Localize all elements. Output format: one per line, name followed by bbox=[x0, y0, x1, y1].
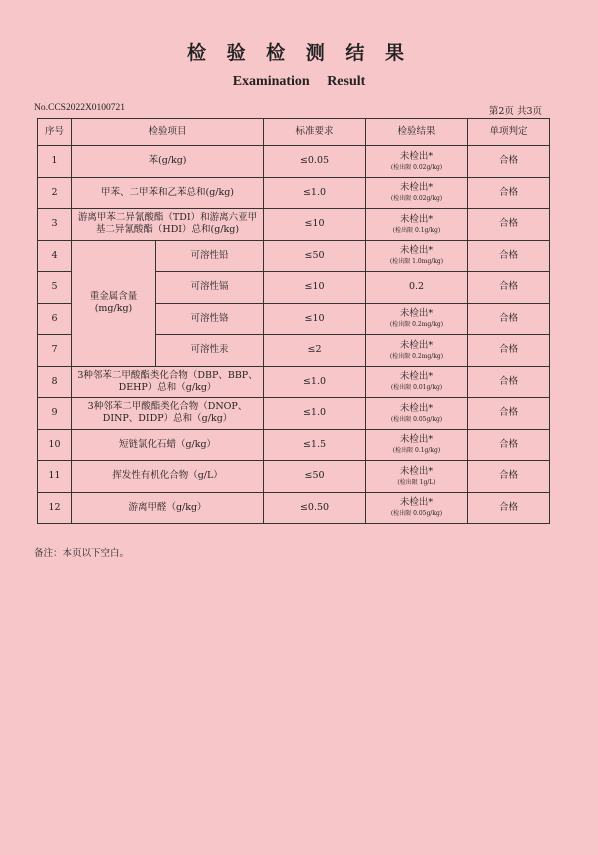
verdict: 合格 bbox=[468, 492, 550, 524]
test-item: 短链氯化石蜡（g/kg） bbox=[72, 429, 264, 461]
verdict: 合格 bbox=[468, 240, 550, 272]
header-no: 序号 bbox=[38, 119, 72, 146]
table-row bbox=[38, 398, 550, 430]
table-row bbox=[38, 492, 550, 524]
test-item: 可溶性汞 bbox=[156, 335, 264, 367]
result-cell bbox=[366, 335, 468, 367]
result-cell bbox=[366, 209, 468, 241]
detection-limit: (检出限 0.2mg/kg) bbox=[389, 321, 444, 329]
test-item: 可溶性镉 bbox=[156, 272, 264, 304]
test-item: 游离甲醛（g/kg） bbox=[72, 492, 264, 524]
row-number: 5 bbox=[38, 272, 72, 304]
results-table bbox=[37, 118, 550, 524]
footer-note: 备注：本页以下空白。 bbox=[34, 548, 130, 559]
requirement: ≤0.50 bbox=[264, 492, 366, 524]
result-cell bbox=[366, 177, 468, 209]
result-cell bbox=[366, 272, 468, 304]
result-cell bbox=[366, 240, 468, 272]
result-value: 未检出* bbox=[399, 371, 434, 383]
requirement: ≤50 bbox=[264, 461, 366, 493]
test-item: 甲苯、二甲苯和乙苯总和(g/kg) bbox=[72, 177, 264, 209]
result-value: 未检出* bbox=[399, 308, 434, 320]
verdict: 合格 bbox=[468, 366, 550, 398]
table-row bbox=[38, 366, 550, 398]
row-number: 6 bbox=[38, 303, 72, 335]
table-header-row bbox=[38, 119, 550, 146]
result-cell bbox=[366, 398, 468, 430]
test-item: 挥发性有机化合物（g/L） bbox=[72, 461, 264, 493]
test-item: 游离甲苯二异氰酸酯（TDI）和游离六亚甲基二异氰酸酯（HDI）总和(g/kg) bbox=[72, 209, 264, 241]
requirement: ≤1.0 bbox=[264, 398, 366, 430]
detection-limit: (检出限 0.2mg/kg) bbox=[389, 352, 444, 360]
result-cell bbox=[366, 303, 468, 335]
page-title: 检 验 检 测 结 果 bbox=[186, 42, 412, 64]
table-row bbox=[38, 146, 550, 178]
group-label: 重金属含量 bbox=[89, 291, 138, 302]
test-item: 3种邻苯二甲酸酯类化合物（DBP、BBP、DEHP）总和（g/kg） bbox=[72, 366, 264, 398]
requirement: ≤2 bbox=[264, 335, 366, 367]
result-value: 未检出* bbox=[399, 402, 434, 414]
detection-limit: (检出限 0.02g/kg) bbox=[390, 195, 443, 203]
result-value: 未检出* bbox=[399, 150, 434, 162]
verdict: 合格 bbox=[468, 146, 550, 178]
row-number: 9 bbox=[38, 398, 72, 430]
report-number: No.CCS2022X0100721 bbox=[34, 103, 126, 113]
result-value: 未检出* bbox=[399, 213, 434, 225]
row-number: 4 bbox=[38, 240, 72, 272]
requirement: ≤1.5 bbox=[264, 429, 366, 461]
requirement: ≤50 bbox=[264, 240, 366, 272]
verdict: 合格 bbox=[468, 335, 550, 367]
detection-limit: (检出限 0.1g/kg) bbox=[392, 226, 441, 234]
result-value: 0.2 bbox=[408, 281, 425, 293]
result-cell bbox=[366, 492, 468, 524]
row-number: 7 bbox=[38, 335, 72, 367]
result-cell bbox=[366, 366, 468, 398]
result-cell bbox=[366, 461, 468, 493]
result-value: 未检出* bbox=[399, 465, 434, 477]
group-cell-heavy-metals bbox=[72, 240, 156, 366]
header-verdict: 单项判定 bbox=[468, 119, 550, 146]
verdict: 合格 bbox=[468, 398, 550, 430]
requirement: ≤10 bbox=[264, 272, 366, 304]
row-number: 3 bbox=[38, 209, 72, 241]
row-number: 10 bbox=[38, 429, 72, 461]
verdict: 合格 bbox=[468, 429, 550, 461]
header-result: 检验结果 bbox=[366, 119, 468, 146]
verdict: 合格 bbox=[468, 303, 550, 335]
page-subtitle: Examination Result bbox=[232, 74, 366, 89]
requirement: ≤1.0 bbox=[264, 366, 366, 398]
row-number: 1 bbox=[38, 146, 72, 178]
test-item: 3种邻苯二甲酸酯类化合物（DNOP、DINP、DIDP）总和（g/kg） bbox=[72, 398, 264, 430]
verdict: 合格 bbox=[468, 272, 550, 304]
result-cell bbox=[366, 146, 468, 178]
detection-limit: (检出限 0.1g/kg) bbox=[392, 447, 441, 455]
requirement: ≤10 bbox=[264, 303, 366, 335]
requirement: ≤1.0 bbox=[264, 177, 366, 209]
test-item: 可溶性铬 bbox=[156, 303, 264, 335]
page-indicator: 第2页 共3页 bbox=[488, 106, 542, 117]
result-value: 未检出* bbox=[399, 434, 434, 446]
result-value: 未检出* bbox=[399, 497, 434, 509]
table-row bbox=[38, 429, 550, 461]
test-item: 苯(g/kg) bbox=[72, 146, 264, 178]
detection-limit: (检出限 0.02g/kg) bbox=[390, 163, 443, 171]
row-number: 12 bbox=[38, 492, 72, 524]
requirement: ≤10 bbox=[264, 209, 366, 241]
table-row bbox=[38, 461, 550, 493]
requirement: ≤0.05 bbox=[264, 146, 366, 178]
detection-limit: (检出限 1.0mg/kg) bbox=[389, 258, 444, 266]
table-row bbox=[38, 177, 550, 209]
verdict: 合格 bbox=[468, 461, 550, 493]
detection-limit: (检出限 0.01g/kg) bbox=[390, 384, 443, 392]
verdict: 合格 bbox=[468, 209, 550, 241]
detection-limit: (检出限 0.05g/kg) bbox=[390, 510, 443, 518]
table-row bbox=[38, 209, 550, 241]
test-item: 可溶性铅 bbox=[156, 240, 264, 272]
result-value: 未检出* bbox=[399, 339, 434, 351]
row-number: 2 bbox=[38, 177, 72, 209]
row-number: 11 bbox=[38, 461, 72, 493]
result-value: 未检出* bbox=[399, 245, 434, 257]
detection-limit: (检出限 1g/L) bbox=[397, 478, 436, 486]
verdict: 合格 bbox=[468, 177, 550, 209]
header-requirement: 标准要求 bbox=[264, 119, 366, 146]
row-number: 8 bbox=[38, 366, 72, 398]
detection-limit: (检出限 0.05g/kg) bbox=[390, 415, 443, 423]
header-item: 检验项目 bbox=[72, 119, 264, 146]
table-row bbox=[38, 240, 550, 272]
result-cell bbox=[366, 429, 468, 461]
group-unit: (mg/kg) bbox=[94, 303, 133, 314]
result-value: 未检出* bbox=[399, 182, 434, 194]
